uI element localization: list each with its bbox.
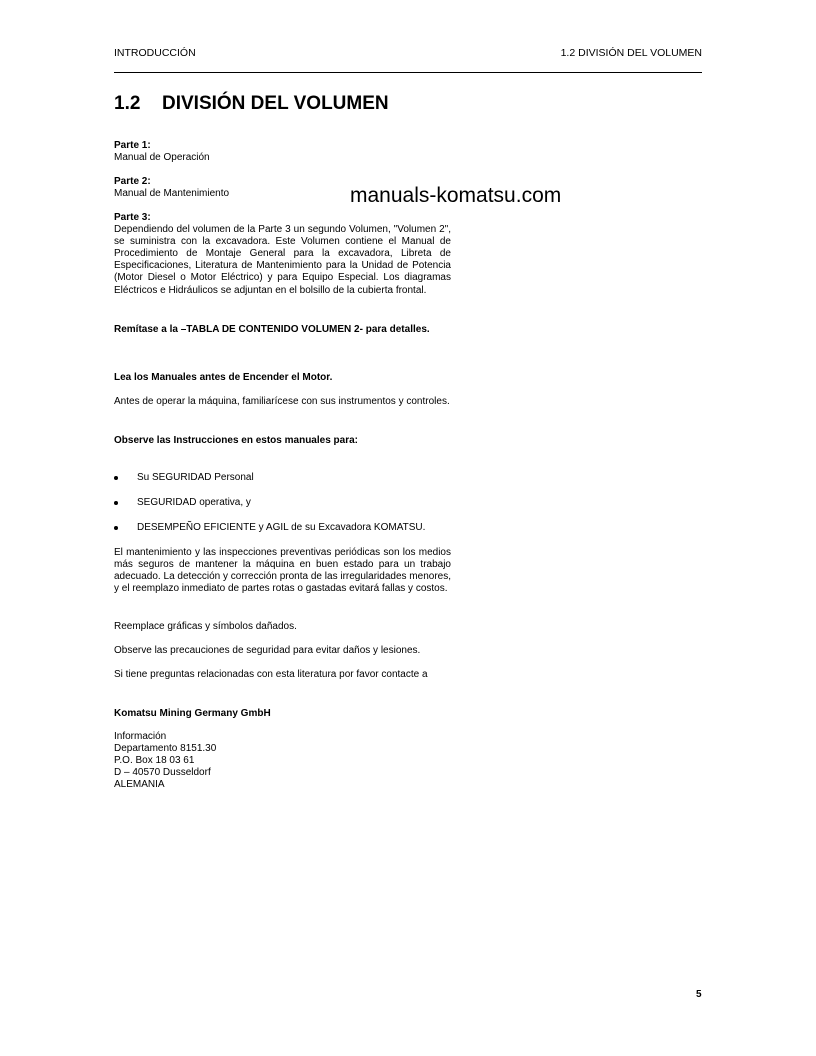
address-line: Información: [114, 731, 167, 742]
title-number: 1.2: [114, 93, 141, 114]
refer-bold: –TABLA DE CONTENIDO VOLUMEN 2-: [180, 324, 363, 335]
replace-paragraph: Reemplace gráficas y símbolos dañados.: [114, 621, 297, 632]
header-rule: [114, 72, 702, 73]
part-2: [114, 176, 451, 200]
address-line: P.O. Box 18 03 61: [114, 755, 195, 767]
address-block: [114, 731, 451, 791]
bullet-text: DESEMPEÑO EFICIENTE y AGIL de su Excavadora KOMATSU.: [137, 522, 426, 533]
bullet-icon: [114, 476, 118, 480]
address-line: Departamento 8151.30: [114, 743, 217, 755]
read-text: Antes de operar la máquina, familiarícese con sus instrumentos y controles.: [114, 396, 450, 407]
part-label: Parte 3:: [114, 212, 151, 223]
bullet-icon: [114, 501, 118, 505]
part-text: Dependiendo del volumen de la Parte 3 un segundo Volumen, "Volumen 2", se suministra con la excavadora. Este Volumen contiene el Manual de Procedimiento de Montaje General para la excavadora, Libreta de Especificaciones, Literatura de Mantenimiento para la Unidad de Potencia (Motor Diesel o Motor Eléctrico) y para Equipo Especial. Los diagramas Eléctricos e Hidráulicos se adjuntan en el bolsillo de la cubierta frontal.: [114, 224, 451, 296]
bullet-text: SEGURIDAD operativa, y: [137, 497, 251, 508]
part-3: [114, 212, 451, 297]
maintenance-paragraph: El mantenimiento y las inspecciones preventivas periódicas son los medios más seguros de mantener la máquina en buen estado para un trabajo adecuado. La detección y corrección pronta de las irregularidades menores, y el reemplazo inmediato de partes rotas o gastadas evitará fallas y costos.: [114, 547, 451, 595]
title-text: DIVISIÓN DEL VOLUMEN: [162, 93, 389, 114]
contact-paragraph: Si tiene preguntas relacionadas con esta literatura por favor contacte a: [114, 669, 428, 680]
address-line: D – 40570 Dusseldorf: [114, 767, 211, 779]
header-chapter: 1.2 DIVISIÓN DEL VOLUMEN: [560, 47, 702, 59]
refer-pre: Remítase a la: [114, 324, 181, 335]
refer-note: [114, 324, 451, 336]
header-section: INTRODUCCIÓN: [114, 47, 196, 59]
part-1: [114, 140, 451, 164]
part-text: Manual de Operación: [114, 152, 210, 164]
read-heading: Lea los Manuales antes de Encender el Motor.: [114, 372, 333, 383]
part-text: Manual de Mantenimiento: [114, 188, 230, 200]
bullet-text: Su SEGURIDAD Personal: [137, 472, 254, 483]
precautions-paragraph: Observe las precauciones de seguridad para evitar daños y lesiones.: [114, 645, 421, 656]
part-label: Parte 1:: [114, 140, 151, 151]
bullet-icon: [114, 526, 118, 530]
page-number: 5: [696, 989, 702, 1000]
address-line: ALEMANIA: [114, 779, 165, 791]
part-label: Parte 2:: [114, 176, 151, 187]
company-name: Komatsu Mining Germany GmbH: [114, 708, 271, 719]
page-title: [114, 93, 389, 115]
watermark: manuals-komatsu.com: [350, 184, 562, 207]
refer-post: para detalles.: [362, 324, 430, 335]
observe-heading: Observe las Instrucciones en estos manuales para:: [114, 435, 358, 446]
